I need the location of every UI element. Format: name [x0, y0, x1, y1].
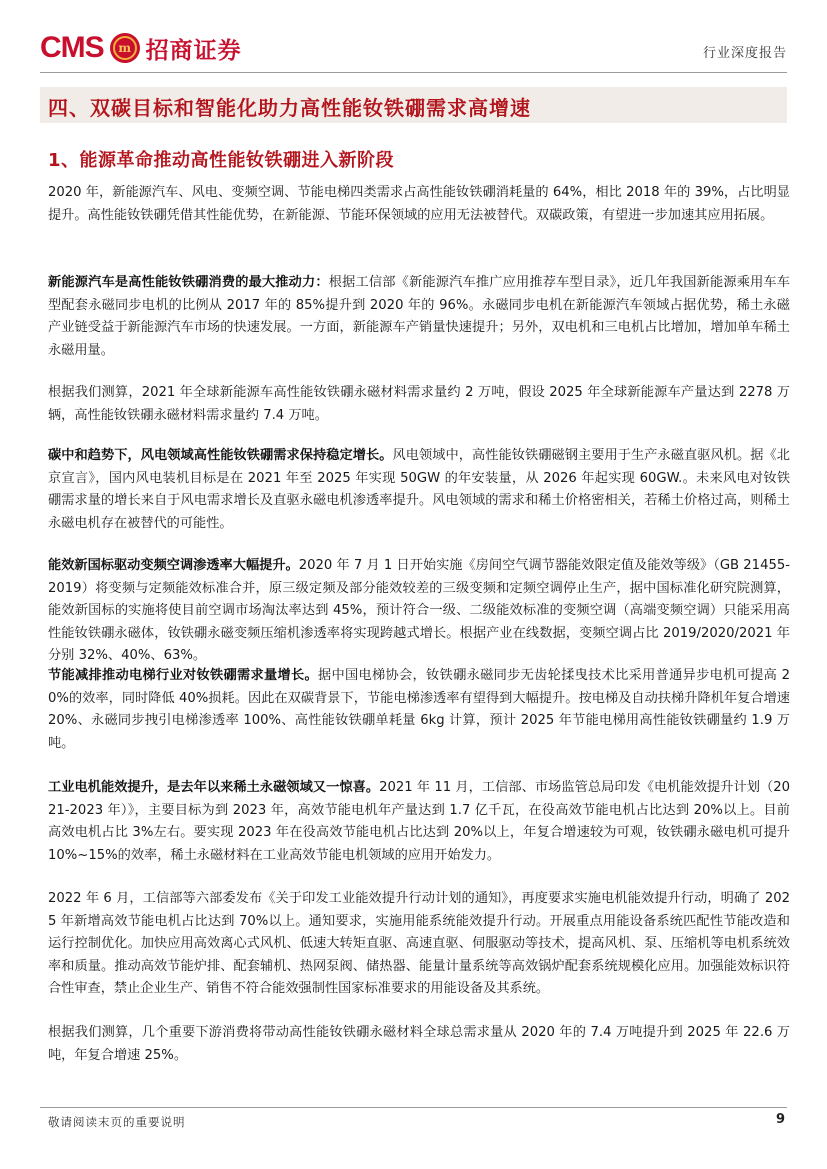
paragraph-body: 风电领域中，高性能钕铁硼磁钢主要用于生产永磁直驱风机。据《北京宣言》，国内风电装机目标是在 2021 年至 2025 年实现 50GW 的年安装量，从 2026 年起实现 60GW.。未来风电对钕铁硼需求量的增长来自于风电需求增长及直驱永磁电机渗透率提升。风电领域的需求和稀土价格密相关，若稀土价格过高，则稀土永磁电机存在被替代的可能性。: [48, 448, 790, 531]
paragraph-2: [48, 272, 790, 362]
paragraph-8: [48, 888, 790, 1001]
paragraph-lead: 节能减排推动电梯行业对钕铁硼需求量增长。: [48, 668, 319, 683]
paragraph-lead: 新能源汽车是高性能钕铁硼消费的最大推动力：: [48, 275, 329, 290]
footer-disclaimer-note: 敬请阅读末页的重要说明: [48, 1115, 186, 1129]
paragraph-1: [48, 182, 790, 227]
paragraph-body: 2020 年 7 月 1 日开始实施《房间空气调节器能效限定值及能效等级》（GB 21455-2019）将变频与定频能效标准合并，原三级定频及部分能效较差的三级变频和定频空调停止生产，据中国标准化研究院测算，能效新国标的实施将使目前空调市场淘汰率达到 45%，预计符合一级、二级能效标准的变频空调（高端变频空调）只能采用高性能钕铁硼永磁体，钕铁硼永磁变频压缩机渗透率将实现跨越式增长。根据产业在线数据，变频空调占比 2019/2020/2021 年分别 32%、40%、63%。: [48, 558, 790, 663]
logo-badge-icon: [110, 33, 140, 63]
paragraph-body: 2020 年，新能源汽车、风电、变频空调、节能电梯四类需求占高性能钕铁硼消耗量的 64%，相比 2018 年的 39%，占比明显提升。高性能钕铁硼凭借其性能优势，在新能源、节能环保领域的应用无法被替代。双碳政策，有望进一步加速其应用拓展。: [48, 185, 790, 223]
section-heading: 四、双碳目标和智能化助力高性能钕铁硼需求高增速: [48, 96, 531, 120]
logo-badge-glyph: m: [118, 41, 132, 55]
paragraph-7: [48, 777, 790, 867]
paragraph-3: [48, 382, 790, 427]
header-divider: [40, 72, 787, 73]
paragraph-5: [48, 555, 790, 668]
paragraph-4: [48, 445, 790, 535]
subsection-heading: 1、能源革命推动高性能钕铁硼进入新阶段: [48, 150, 395, 171]
paragraph-9: [48, 1022, 790, 1067]
paragraph-6: [48, 665, 790, 755]
paragraph-body: 根据工信部《新能源汽车推广应用推荐车型目录》，近几年我国新能源乘用车车型配套永磁同步电机的比例从 2017 年的 85%提升到 2020 年的 96%。永磁同步电机在新能源汽车领域占据优势，稀土永磁产业链受益于新能源汽车市场的快速发展。一方面，新能源车产销量快速提升；另外，双电机和三电机占比增加，增加单车稀土永磁用量。: [48, 275, 790, 358]
logo-chinese-text: 招商证券: [145, 37, 242, 64]
paragraph-body: 根据我们测算，几个重要下游消费将带动高性能钕铁硼永磁材料全球总需求量从 2020 年的 7.4 万吨提升到 2025 年 22.6 万吨，年复合增速 25%。: [48, 1025, 790, 1063]
paragraph-lead: 碳中和趋势下，风电领域高性能钕铁硼需求保持稳定增长。: [48, 448, 393, 463]
footer-divider: [40, 1107, 787, 1108]
paragraph-lead: 工业电机能效提升，是去年以来稀土永磁领域又一惊喜。: [48, 780, 380, 795]
logo-latin-text: CMS: [40, 31, 104, 64]
page-number: 9: [775, 1112, 785, 1127]
cms-logo: [40, 28, 242, 68]
paragraph-body: 据中国电梯协会，钕铁硼永磁同步无齿轮揉曳技术比采用普通异步电机可提高 20%的效率，同时降低 40%损耗。因此在双碳背景下，节能电梯渗透率有望得到大幅提升。按电梯及自动扶梯升降机年复合增速 20%、永磁同步拽引电梯渗透率 100%、高性能钕铁硼单耗量 6kg 计算，预计 2025 年节能电梯用高性能钕铁硼量约 1.9 万吨。: [48, 668, 790, 751]
paragraph-body: 根据我们测算，2021 年全球新能源车高性能钕铁硼永磁材料需求量约 2 万吨，假设 2025 年全球新能源车产量达到 2278 万辆，高性能钕铁硼永磁材料需求量约 7.4 万吨。: [48, 385, 790, 423]
section-heading-bar: [40, 87, 787, 123]
paragraph-body: 2021 年 11 月，工信部、市场监管总局印发《电机能效提升计划（2021-2023 年）》，主要目标为到 2023 年，高效节能电机年产量达到 1.7 亿千瓦，在役高效节能电机占比达到 20%以上。目前高效电机占比 3%左右。要实现 2023 年在役高效节能电机占比达到 20%以上，年复合增速较为可观，钕铁硼永磁电机可提升 10%~15%的效率，稀土永磁材料在工业高效节能电机领域的应用开始发力。: [48, 780, 791, 863]
paragraph-body: 2022 年 6 月，工信部等六部委发布《关于印发工业能效提升行动计划的通知》，再度要求实施电机能效提升行动，明确了 2025 年新增高效节能电机占比达到 70%以上。通知要求，实施用能系统能效提升行动。开展重点用能设备系统匹配性节能改造和运行控制优化。加快应用高效离心式风机、低速大转矩直驱、高速直驱、伺服驱动等技术，提高风机、泵、压缩机等电机系统效率和质量。推动高效节能炉排、配套辅机、热网泵阀、储热器、能量计量系统等高效锅炉配套系统规模化应用。加强能效标识符合性审查，禁止企业生产、销售不符合能效强制性国家标准要求的用能设备及其系统。: [48, 891, 790, 996]
document-type-label: 行业深度报告: [702, 46, 787, 61]
page-header: [40, 28, 787, 70]
paragraph-lead: 能效新国标驱动变频空调渗透率大幅提升。: [48, 558, 299, 573]
